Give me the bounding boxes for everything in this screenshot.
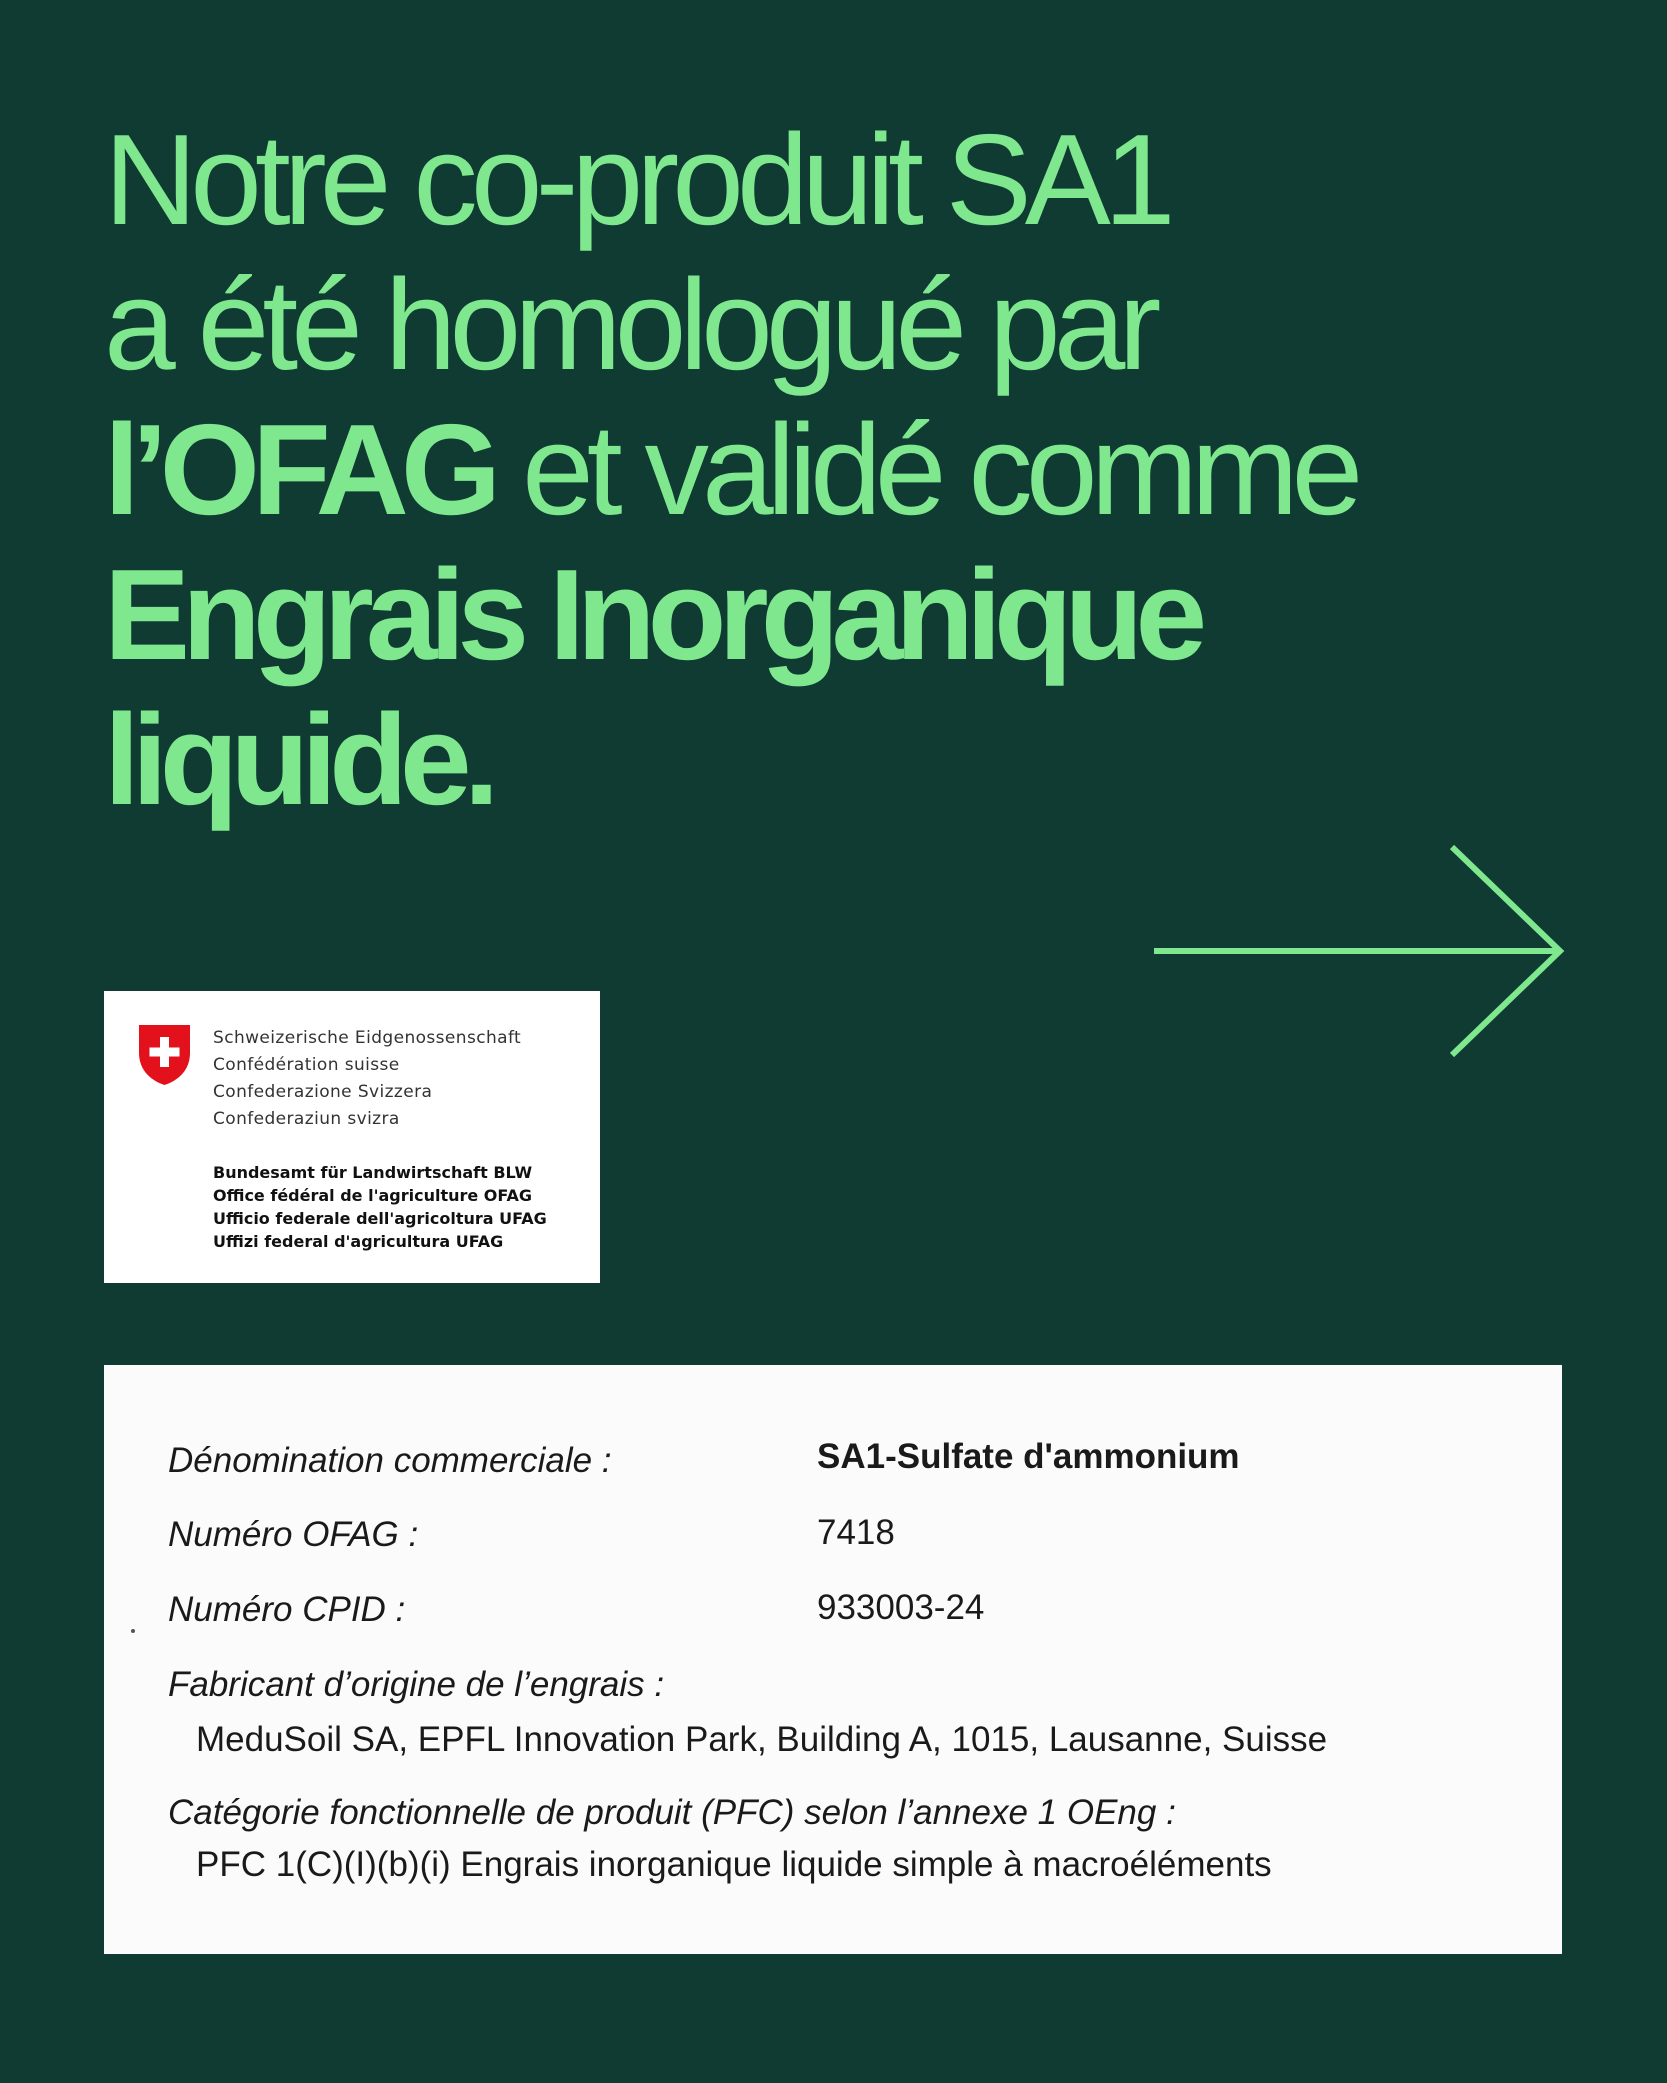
office-names [213, 1161, 547, 1253]
headline-line-5 [104, 688, 1604, 833]
name-romansh: Confederaziun svizra [213, 1109, 400, 1129]
cpid-number-value: 933003-24 [817, 1588, 985, 1627]
trade-name-value: SA1-Sulfate d'ammonium [817, 1437, 1240, 1476]
swiss-federal-office-logo [104, 991, 600, 1283]
manufacturer-value: MeduSoil SA, EPFL Innovation Park, Building A, 1015, Lausanne, Suisse [196, 1720, 1328, 1759]
confederation-names [213, 1025, 521, 1133]
name-german: Schweizerische Eidgenossenschaft [213, 1028, 522, 1048]
ofag-number-label: Numéro OFAG : [168, 1515, 419, 1554]
headline [104, 108, 1604, 833]
office-french: Office fédéral de l'agriculture OFAG [213, 1186, 533, 1205]
name-italian: Confederazione Svizzera [213, 1082, 433, 1102]
trade-name-label: Dénomination commerciale : [168, 1441, 612, 1480]
cpid-number-label: Numéro CPID : [168, 1590, 406, 1629]
arrow-right-icon[interactable] [1150, 843, 1570, 1059]
headline-line-4 [104, 543, 1604, 688]
category-label: Catégorie fonctionnelle de produit (PFC) selon l’annexe 1 OEng : [168, 1793, 1176, 1832]
name-french: Confédération suisse [213, 1055, 400, 1075]
headline-line-2: a été homologué par [104, 253, 1155, 397]
homologation-document-excerpt [104, 1365, 1562, 1954]
headline-liquide: liquide. [104, 688, 492, 832]
swiss-shield-icon [137, 1023, 192, 1087]
headline-engrais: Engrais Inorganique [104, 543, 1200, 687]
scan-speck [131, 1629, 135, 1633]
ofag-number-value: 7418 [817, 1513, 895, 1552]
headline-line-3 [104, 398, 1604, 543]
office-italian: Ufficio federale dell'agricoltura UFAG [213, 1209, 547, 1228]
manufacturer-label: Fabricant d’origine de l’engrais : [168, 1665, 665, 1704]
office-romansh: Uffizi federal d'agricultura UFAG [213, 1232, 504, 1251]
headline-ofag: l’OFAG [104, 398, 494, 542]
category-value: PFC 1(C)(I)(b)(i) Engrais inorganique liquide simple à macroéléments [196, 1845, 1272, 1884]
headline-line-3-rest: et validé comme [493, 398, 1357, 542]
office-german: Bundesamt für Landwirtschaft BLW [213, 1163, 533, 1182]
headline-line-1: Notre co-produit SA1 [104, 108, 1169, 252]
